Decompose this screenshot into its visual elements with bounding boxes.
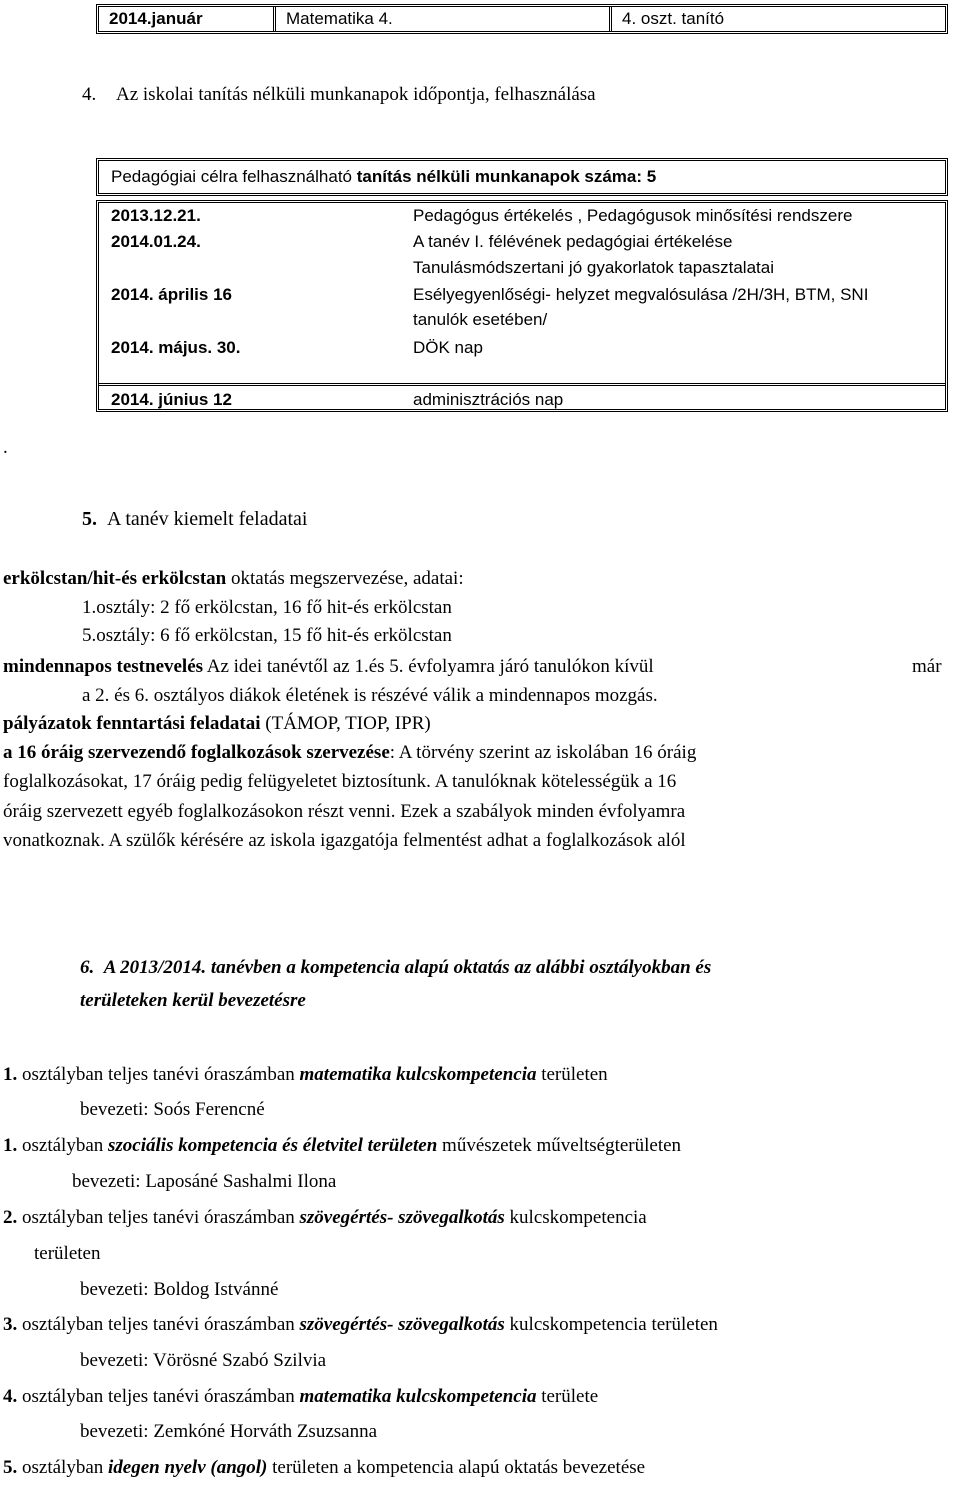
competency-text: osztályban (17, 1457, 109, 1478)
pedagogical-days-box (96, 158, 948, 196)
workday-date: 2014. május. 30. (111, 338, 241, 357)
competency-2-teacher: bevezeti: Laposáné Sashalmi Ilona (72, 1171, 337, 1192)
competency-5-teacher: bevezeti: Zemkóné Horváth Zsuzsanna (80, 1421, 378, 1442)
workday-date: 2014. június 12 (111, 390, 232, 409)
competency-6 (3, 1457, 645, 1479)
afternoon-text: : A törvény szerint az iskolában 16 óráig (389, 742, 697, 763)
competency-3 (3, 1207, 647, 1229)
section-4-number: 4. (82, 84, 97, 105)
pedagogical-count: tanítás nélküli munkanapok száma: 5 (356, 167, 657, 186)
competency-number: 1. (3, 1064, 18, 1085)
section-5-number: 5. (82, 508, 97, 530)
section-5-title: A tanév kiemelt feladatai (107, 508, 308, 530)
competency-text: területen a kompetencia alapú oktatás bevezetése (267, 1457, 646, 1478)
afternoon-para-line-4: vonatkoznak. A szülők kérésére az iskola igazgatója felmentést adhat a foglalkozások alól (3, 830, 686, 851)
pe-line-2: a 2. és 6. osztályos diákok életének is részévé válik a mindennapos mozgás. (82, 685, 658, 706)
ethics-class-1: 1.osztály: 2 fő erkölcstan, 16 fő hit-és erkölcstan (82, 597, 452, 618)
section-4-title: Az iskolai tanítás nélküli munkanapok időpontja, felhasználása (116, 84, 596, 105)
competency-1 (3, 1064, 608, 1086)
afternoon-para-line-3: óráig szervezett egyéb foglalkozásokon részt venni. Ezek a szabályok minden évfolyamra (3, 801, 686, 822)
competency-3-continued: területen (34, 1243, 101, 1264)
pedagogical-prefix: Pedagógiai célra felhasználható (111, 167, 357, 186)
competency-area: szövegértés- szövegalkotás (299, 1207, 505, 1228)
competency-text: osztályban teljes tanévi óraszámban (17, 1064, 300, 1085)
grants-bold: pályázatok fenntartási feladatai (3, 713, 261, 734)
pe-bold: mindennapos testnevelés (3, 656, 204, 677)
pe-rest: Az idei tanévtől az 1.és 5. évfolyamra járó tanulókon kívül (203, 656, 654, 677)
header-class: 4. oszt. tanító (622, 9, 725, 28)
competency-text: osztályban (17, 1135, 109, 1156)
ethics-rest: oktatás megszervezése, adatai: (226, 568, 464, 589)
competency-1-teacher: bevezeti: Soós Ferencné (80, 1099, 265, 1120)
afternoon-para-line-1 (3, 742, 696, 764)
workday-date: 2013.12.21. (111, 206, 201, 225)
competency-number: 3. (3, 1314, 18, 1335)
competency-area: szövegértés- szövegalkotás (299, 1314, 505, 1335)
competency-area: idegen nyelv (angol) (108, 1457, 268, 1478)
workday-desc: Tanulásmódszertani jó gyakorlatok tapasztalatai (413, 258, 774, 277)
workday-desc: adminisztrációs nap (413, 390, 564, 409)
ethics-class-5: 5.osztály: 6 fő erkölcstan, 15 fő hit-és erkölcstan (82, 625, 452, 646)
page-header (96, 4, 948, 34)
competency-text: osztályban teljes tanévi óraszámban (17, 1386, 300, 1407)
competency-area: matematika kulcskompetencia (299, 1386, 537, 1407)
competency-number: 5. (3, 1457, 18, 1478)
section-6-title-2: területeken kerül bevezetésre (80, 990, 306, 1011)
table-divider (99, 385, 945, 386)
competency-4 (3, 1314, 718, 1336)
workday-date: 2014. április 16 (111, 285, 232, 304)
competency-area: matematika kulcskompetencia (299, 1064, 537, 1085)
competency-text: kulcskompetencia (504, 1207, 647, 1228)
competency-text: területe (536, 1386, 599, 1407)
competency-number: 1. (3, 1135, 18, 1156)
pe-line (3, 656, 654, 678)
header-subject: Matematika 4. (276, 7, 612, 31)
ethics-bold: erkölcstan/hit-és erkölcstan (3, 568, 227, 589)
competency-area: szociális kompetencia és életvitel területen (108, 1135, 438, 1156)
competency-text: területen (536, 1064, 608, 1085)
competency-text: osztályban teljes tanévi óraszámban (17, 1207, 300, 1228)
workday-desc: A tanév I. félévének pedagógiai értékelése (413, 232, 733, 251)
afternoon-para-line-2: foglalkozásokat, 17 óráig pedig felügyeletet biztosítunk. A tanulóknak kötelességük a 16 (3, 771, 677, 792)
workday-table (96, 200, 948, 412)
workday-desc: tanulók esetében/ (413, 310, 548, 329)
grants-line (3, 713, 431, 735)
competency-2 (3, 1135, 681, 1157)
pe-end: már (912, 656, 942, 677)
stray-dot: . (3, 437, 8, 458)
section-6-number: 6. (80, 957, 95, 978)
section-4-heading (82, 84, 596, 106)
afternoon-bold: a 16 óráig szervezendő foglalkozások szervezése (3, 742, 390, 763)
competency-text: művészetek műveltségterületen (437, 1135, 682, 1156)
grants-rest: (TÁMOP, TIOP, IPR) (260, 713, 431, 734)
section-6-heading (80, 957, 711, 979)
workday-desc: Esélyegyenlőségi- helyzet megvalósulása /2H/3H, BTM, SNI (413, 285, 869, 304)
competency-number: 4. (3, 1386, 18, 1407)
workday-date: 2014.01.24. (111, 232, 201, 251)
competency-3-teacher: bevezeti: Boldog Istvánné (80, 1279, 279, 1300)
competency-5 (3, 1386, 598, 1408)
competency-text: kulcskompetencia területen (504, 1314, 718, 1335)
competency-text: osztályban teljes tanévi óraszámban (17, 1314, 300, 1335)
workday-desc: Pedagógus értékelés , Pedagógusok minősítési rendszere (413, 206, 853, 225)
workday-desc: DÖK nap (413, 338, 483, 357)
ethics-line (3, 568, 464, 590)
section-5-heading (82, 508, 307, 531)
section-6-title-1: A 2013/2014. tanévben a kompetencia alapú oktatás az alábbi osztályokban és (103, 957, 712, 978)
competency-4-teacher: bevezeti: Vörösné Szabó Szilvia (80, 1350, 327, 1371)
header-period: 2014.január (99, 7, 276, 31)
competency-number: 2. (3, 1207, 18, 1228)
table-divider (99, 383, 945, 384)
